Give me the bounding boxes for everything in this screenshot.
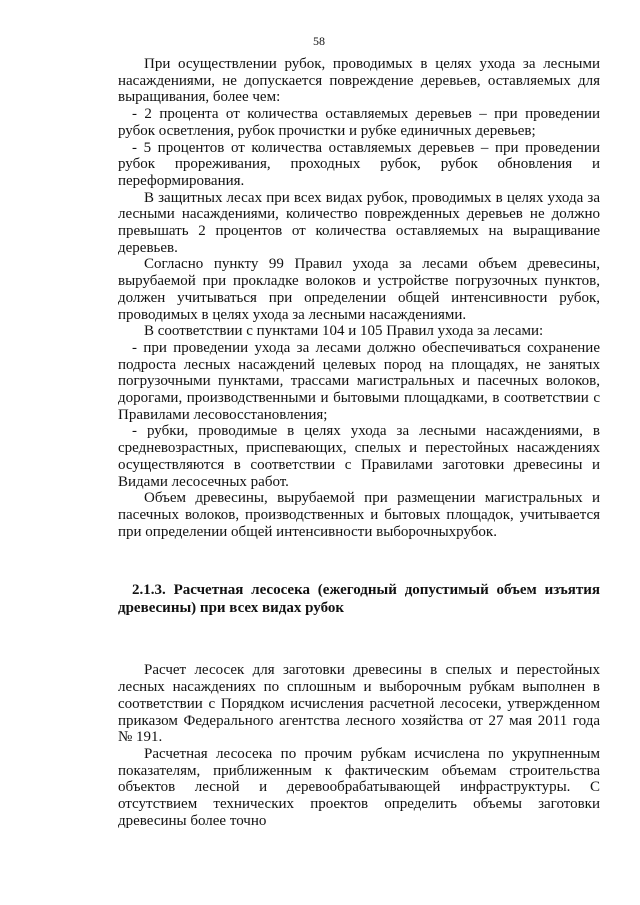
paragraph: Расчетная лесосека по прочим рубкам исчислена по укрупненным показателям, приближенным к фактическим объемам строительства объектов лесной и деревообрабатывающей инфраструктуры. С отсутствием технических проектов определить объемы заготовки древесины более точно bbox=[118, 745, 600, 829]
list-item: - 2 процента от количества оставляемых деревьев – при проведении рубок осветления, рубок прочистки и рубке единичных деревьев; bbox=[118, 106, 600, 139]
list-item: - рубки, проводимые в целях ухода за лесными насаждениями, в средневозрастных, приспевающих, спелых и перестойных насаждениях осуществляются в соответствии с Правилами заготовки древесины и Видами лесосечных работ. bbox=[118, 423, 600, 490]
paragraph: В соответствии с пунктами 104 и 105 Правил ухода за лесами: bbox=[144, 323, 544, 340]
list-item: - 5 процентов от количества оставляемых деревьев – при проведении рубок прореживания, проходных рубок, рубок обновления и переформирования. bbox=[118, 139, 600, 189]
paragraph: В защитных лесах при всех видах рубок, проводимых в целях ухода за лесными насаждениями, количество поврежденных деревьев не должно превышать 2 процентов от количества оставляемых на выращивание деревьев. bbox=[118, 189, 600, 256]
list-item: - при проведении ухода за лесами должно обеспечиваться сохранение подроста лесных насаждений целевых пород на площадях, не занятых погрузочными пунктами, трассами магистральных и пасечных волоков, дорогами, производственными и бытовыми площадками, в соответствии с Правилами лесовосстановления; bbox=[118, 339, 600, 423]
paragraph: Расчет лесосек для заготовки древесины в спелых и перестойных лесных насаждениях по сплошным и выборочным рубкам выполнен в соответствии с Порядком исчисления расчетной лесосеки, утвержденном приказом Федерального агентства лесного хозяйства от 27 мая 2011 года № 191. bbox=[118, 662, 600, 746]
paragraph: Согласно пункту 99 Правил ухода за лесами объем древесины, вырубаемой при прокладке волоков и устройстве погрузочных пунктов, должен учитываться при определении общей интенсивности рубок, проводимых в целях ухода за лесными насаждениями. bbox=[118, 256, 600, 323]
section-heading: 2.1.3. Расчетная лесосека (ежегодный допустимый объем изъятия древесины) при всех видах рубок bbox=[118, 582, 600, 617]
paragraph: При осуществлении рубок, проводимых в целях ухода за лесными насаждениями, не допускается повреждение деревьев, оставляемых для выращивания, более чем: bbox=[118, 56, 600, 106]
body-text bbox=[118, 56, 600, 540]
body-text-section bbox=[118, 662, 600, 829]
page-number: 58 bbox=[313, 34, 325, 48]
paragraph: Объем древесины, вырубаемой при размещении магистральных и пасечных волоков, производственных и бытовых площадок, учитывается при определении общей интенсивности выборочныхрубок. bbox=[118, 490, 600, 540]
